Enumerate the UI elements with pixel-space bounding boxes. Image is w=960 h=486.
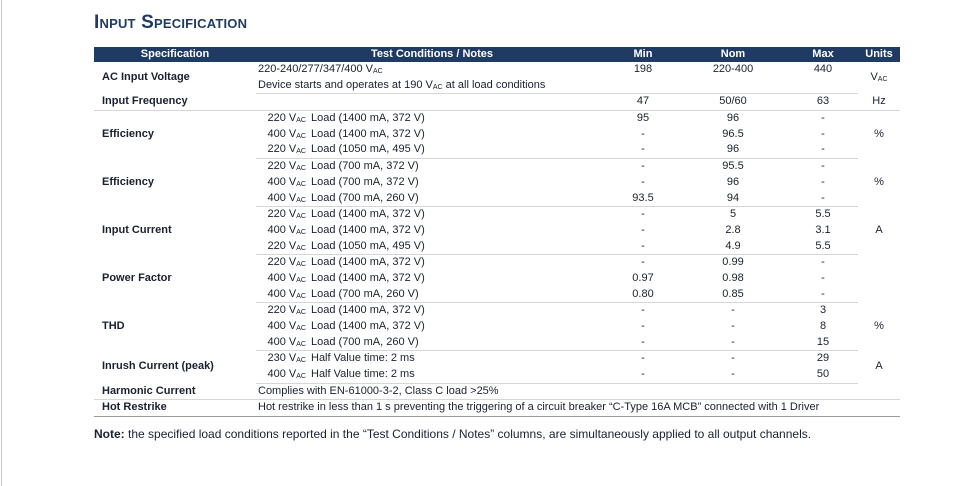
value-nom-text: 0.98 (722, 271, 744, 284)
condition-line (258, 175, 608, 191)
conditions-text: Complies with EN-61000-3-2, Class C load >25% (258, 384, 499, 397)
value-max-text: 29 (816, 352, 830, 365)
value-nom-text: 0.99 (722, 256, 744, 269)
units-label: A (875, 360, 883, 373)
condition-line: 220-240/277/347/400 VAC (258, 63, 383, 75)
value-nom-text: 5 (729, 208, 737, 221)
spec-name (94, 159, 256, 207)
vac-label: 400 VAC (267, 320, 306, 332)
condition-line (258, 255, 608, 271)
value-min (608, 142, 678, 158)
value-max-text: - (821, 191, 825, 204)
table-row (94, 94, 900, 111)
test-conditions (256, 287, 608, 303)
value-nom (678, 351, 788, 367)
condition-line (258, 367, 608, 383)
value-nom-text: 220-400 (712, 63, 754, 75)
condition-line (258, 239, 608, 255)
value-min (608, 239, 678, 255)
table-row (94, 62, 900, 78)
spec-name (94, 111, 256, 159)
value-max (788, 335, 858, 351)
value-max-text: 8 (819, 320, 827, 332)
value-nom (678, 142, 788, 158)
value-min-text: - (641, 223, 645, 236)
test-conditions (256, 351, 608, 367)
condition-line (258, 303, 608, 319)
condition-line (258, 335, 608, 351)
value-nom-text: 96 (726, 143, 740, 156)
footnote-label: Note: (94, 427, 125, 441)
spec-label: Efficiency (102, 128, 154, 140)
condition-line (258, 351, 608, 367)
spec-label: Inrush Current (peak) (102, 360, 214, 373)
test-conditions (256, 191, 608, 207)
value-max (788, 142, 858, 158)
test-conditions (256, 223, 608, 239)
value-min (608, 319, 678, 335)
value-nom (678, 127, 788, 143)
value-nom-text: - (731, 335, 735, 348)
value-nom-text: 2.8 (725, 223, 741, 236)
value-min-text: 95 (636, 112, 650, 125)
vac-label: 400 VAC (267, 191, 306, 204)
load-label: Load (700 mA, 260 V) (311, 191, 419, 204)
value-nom-text: 0.85 (722, 287, 744, 300)
value-max (788, 111, 858, 127)
value-nom-text: 50/60 (719, 95, 747, 108)
vac-label: 400 VAC (267, 127, 306, 140)
value-min (608, 223, 678, 239)
value-nom-text: 4.9 (725, 239, 741, 252)
value-min (608, 351, 678, 367)
units (858, 94, 900, 111)
spec-label: AC Input Voltage (102, 71, 190, 84)
spec-label: Input Current (102, 223, 172, 236)
spec-label: Hot Restrike (102, 401, 167, 414)
value-min-text: - (641, 304, 645, 317)
value-max (788, 159, 858, 175)
load-label: Load (1400 mA, 372 V) (311, 320, 425, 332)
value-max-text: - (821, 160, 825, 173)
table-row (94, 383, 900, 400)
value-max (788, 239, 858, 255)
value-max-text: 3.1 (815, 223, 831, 236)
value-max (788, 191, 858, 207)
vac-label: 400 VAC (267, 223, 306, 236)
units-label: Hz (872, 95, 886, 108)
vac-label: 400 VAC (267, 175, 306, 188)
value-min (608, 175, 678, 191)
condition-line (258, 271, 608, 287)
value-nom-text: 95.5 (722, 160, 744, 173)
test-conditions (256, 142, 608, 158)
value-min (608, 207, 678, 223)
value-max-text: 15 (816, 335, 830, 348)
load-label: Load (1050 mA, 495 V) (311, 143, 425, 156)
value-min-text: 47 (636, 95, 650, 108)
test-conditions (256, 319, 608, 335)
table-row (94, 255, 900, 271)
value-min-text: - (641, 335, 645, 348)
value-max-text: - (821, 175, 825, 188)
vac-label: 220 VAC (267, 239, 306, 252)
value-max (788, 287, 858, 303)
value-min (608, 303, 678, 319)
load-label: Load (1400 mA, 372 V) (311, 304, 425, 317)
units-label: % (874, 175, 884, 188)
load-label: Load (1400 mA, 372 V) (311, 208, 425, 221)
value-min (608, 78, 678, 94)
spec-name (94, 351, 256, 383)
value-max (788, 367, 858, 383)
value-nom (678, 239, 788, 255)
footnote (94, 426, 924, 442)
value-nom (678, 223, 788, 239)
value-nom-text: - (731, 352, 735, 365)
load-label: Load (700 mA, 372 V) (311, 160, 419, 173)
test-conditions (256, 159, 608, 175)
section-title: Input Specification (94, 12, 248, 33)
value-max (788, 94, 858, 111)
value-min-text: - (641, 127, 645, 140)
units-label: % (874, 320, 884, 332)
condition-line (258, 191, 608, 207)
value-min-text (608, 78, 678, 94)
value-nom (678, 367, 788, 383)
test-conditions (256, 367, 608, 383)
value-min-text: - (641, 352, 645, 365)
load-label: Half Value time: 2 ms (311, 368, 415, 381)
load-label: Load (1400 mA, 372 V) (311, 271, 425, 284)
spec-label: Power Factor (102, 271, 172, 284)
test-conditions (256, 111, 608, 127)
header-units: Units (858, 47, 900, 62)
value-max (788, 271, 858, 287)
value-max-text: - (821, 143, 825, 156)
value-min-text: - (641, 256, 645, 269)
table-row (94, 303, 900, 319)
value-min (608, 94, 678, 111)
value-nom (678, 62, 788, 78)
units (858, 255, 900, 303)
condition-line: Device starts and operates at 190 VAC at all load conditions (258, 78, 546, 91)
header-min: Min (608, 47, 678, 62)
value-max-text: - (821, 127, 825, 140)
load-label: Load (1400 mA, 372 V) (311, 256, 425, 269)
test-conditions (256, 271, 608, 287)
condition-line (258, 127, 608, 143)
value-min-text: 198 (633, 63, 653, 75)
value-min (608, 159, 678, 175)
table-row (94, 111, 900, 127)
test-conditions (256, 62, 608, 78)
load-label: Load (700 mA, 260 V) (311, 287, 419, 300)
value-nom (678, 287, 788, 303)
vac-label: 220 VAC (267, 256, 306, 269)
value-nom (678, 255, 788, 271)
value-min-text: - (641, 320, 645, 332)
value-nom (678, 319, 788, 335)
vac-label: 400 VAC (267, 368, 306, 381)
value-min (608, 271, 678, 287)
units-label: VAC (870, 71, 888, 84)
value-min-text: 0.80 (632, 287, 654, 300)
header-specification: Specification (94, 47, 256, 62)
load-label: Load (700 mA, 372 V) (311, 175, 419, 188)
table-row (94, 351, 900, 367)
condition-line (258, 223, 608, 239)
value-max (788, 175, 858, 191)
vac-label: 220 VAC (267, 208, 306, 221)
value-nom (678, 111, 788, 127)
value-min (608, 62, 678, 78)
condition-line (258, 207, 608, 223)
value-nom (678, 191, 788, 207)
value-max-text: 63 (816, 95, 830, 108)
spec-name (94, 207, 256, 255)
vac-label: 220 VAC (267, 143, 306, 156)
value-max-text: - (821, 256, 825, 269)
value-nom-text: - (731, 368, 735, 381)
table-body (94, 62, 900, 417)
value-nom-text (678, 78, 788, 94)
test-conditions (256, 78, 608, 94)
test-conditions (256, 94, 608, 111)
value-max-text: 5.5 (815, 208, 831, 221)
test-conditions (256, 127, 608, 143)
value-max-text: 50 (816, 368, 830, 381)
units (858, 351, 900, 383)
value-nom (678, 78, 788, 94)
conditions-note (256, 400, 900, 417)
load-label: Load (700 mA, 260 V) (311, 335, 419, 348)
header-nom: Nom (678, 47, 788, 62)
units (858, 159, 900, 207)
conditions-note (256, 383, 900, 400)
test-conditions (256, 303, 608, 319)
value-min-text: - (641, 239, 645, 252)
footnote-text: the specified load conditions reported in the “Test Conditions / Notes” columns, are simultaneously applied to all output channels. (124, 427, 812, 441)
page-left-border (1, 0, 2, 486)
vac-label: 400 VAC (267, 335, 306, 348)
value-max (788, 223, 858, 239)
spec-name (94, 255, 256, 303)
value-max-text: - (821, 287, 825, 300)
condition-line (258, 287, 608, 303)
value-min (608, 367, 678, 383)
test-conditions (256, 335, 608, 351)
header-max: Max (788, 47, 858, 62)
value-min-text: - (641, 208, 645, 221)
value-min (608, 287, 678, 303)
value-nom-text: 96.5 (722, 127, 744, 140)
table-row (94, 159, 900, 175)
condition-line (258, 319, 608, 335)
test-conditions (256, 255, 608, 271)
value-nom (678, 175, 788, 191)
vac-label: 230 VAC (267, 352, 306, 365)
vac-label: 400 VAC (267, 271, 306, 284)
spec-name (94, 62, 256, 94)
load-label: Half Value time: 2 ms (311, 352, 415, 365)
spec-label: Input Frequency (102, 95, 188, 108)
value-max-text: 440 (813, 63, 833, 75)
input-specification-table (94, 47, 900, 417)
value-max (788, 207, 858, 223)
value-max-text: - (821, 112, 825, 125)
units-label: A (875, 223, 883, 236)
test-conditions (256, 239, 608, 255)
vac-label: 400 VAC (267, 287, 306, 300)
value-nom-text: 96 (726, 112, 740, 125)
load-label: Load (1050 mA, 495 V) (311, 239, 425, 252)
vac-label: 220 VAC (267, 304, 306, 317)
value-max (788, 351, 858, 367)
value-nom-text: 94 (726, 191, 740, 204)
value-min-text: 93.5 (632, 191, 654, 204)
value-nom-text: 96 (726, 175, 740, 188)
value-min-text: 0.97 (632, 271, 654, 284)
value-nom (678, 159, 788, 175)
condition-line (258, 142, 608, 158)
spec-name (94, 383, 256, 400)
test-conditions (256, 175, 608, 191)
value-min (608, 335, 678, 351)
value-nom (678, 94, 788, 111)
value-max-text: - (821, 271, 825, 284)
value-nom-text: - (731, 320, 735, 332)
value-min-text: - (641, 368, 645, 381)
value-max (788, 255, 858, 271)
value-nom (678, 271, 788, 287)
value-max (788, 303, 858, 319)
value-max-text: 5.5 (815, 239, 831, 252)
units (858, 62, 900, 94)
value-nom (678, 303, 788, 319)
spec-label: Efficiency (102, 175, 154, 188)
value-max-text: 3 (819, 304, 827, 317)
spec-name (94, 400, 256, 417)
condition-line (258, 159, 608, 175)
load-label: Load (1400 mA, 372 V) (311, 223, 425, 236)
value-min (608, 191, 678, 207)
table-row (94, 400, 900, 417)
value-min (608, 127, 678, 143)
value-nom-text: - (731, 304, 735, 317)
header-row (94, 47, 900, 62)
value-min (608, 255, 678, 271)
value-min-text: - (641, 160, 645, 173)
value-min (608, 111, 678, 127)
table-header (94, 47, 900, 62)
units (858, 207, 900, 255)
table-row (94, 207, 900, 223)
value-min-text: - (641, 175, 645, 188)
condition-line (258, 94, 608, 110)
units (858, 303, 900, 351)
spec-name (94, 303, 256, 351)
value-max (788, 62, 858, 78)
load-label: Load (1400 mA, 372 V) (311, 127, 425, 140)
value-nom (678, 335, 788, 351)
value-max (788, 127, 858, 143)
value-max (788, 319, 858, 335)
load-label: Load (1400 mA, 372 V) (311, 112, 425, 125)
value-max (788, 78, 858, 94)
value-max-text (788, 78, 858, 94)
spec-name (94, 94, 256, 111)
units (858, 111, 900, 159)
vac-label: 220 VAC (267, 160, 306, 173)
units-label: % (874, 128, 884, 140)
spec-label: THD (102, 320, 125, 332)
spec-label: Harmonic Current (102, 384, 196, 397)
header-test-conditions: Test Conditions / Notes (256, 47, 608, 62)
test-conditions (256, 207, 608, 223)
vac-label: 220 VAC (267, 112, 306, 125)
value-nom (678, 207, 788, 223)
value-min-text: - (641, 143, 645, 156)
condition-line (258, 111, 608, 127)
conditions-text: Hot restrike in less than 1 s preventing the triggering of a circuit breaker “C-Type 16A MCB” connected with 1 Driver (258, 401, 820, 414)
units-label (858, 271, 900, 287)
